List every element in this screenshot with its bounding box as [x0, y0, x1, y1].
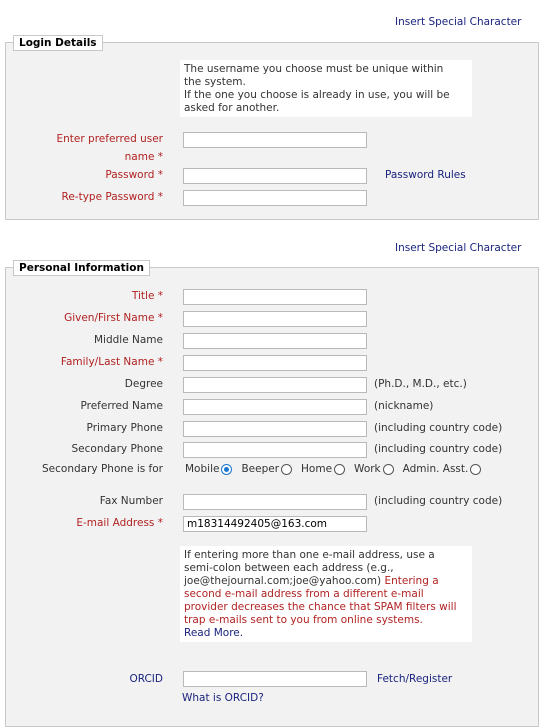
secondary-phone-hint: (including country code)	[374, 443, 503, 455]
title-input[interactable]	[183, 289, 367, 305]
secondary-phone-input[interactable]	[183, 442, 367, 458]
username-label-line2: name *	[124, 151, 163, 163]
username-label-line1: Enter preferred user	[56, 133, 163, 145]
radio-unselected-icon[interactable]	[383, 464, 394, 475]
primary-phone-hint: (including country code)	[374, 422, 503, 434]
email-warning: Entering a	[381, 575, 439, 587]
secondary-phone-for-label: Secondary Phone is for	[42, 463, 163, 475]
insert-special-character-link[interactable]: Insert Special Character	[395, 16, 522, 28]
preferred-name-input[interactable]	[183, 399, 367, 415]
what-is-orcid-link[interactable]: What is ORCID?	[182, 692, 264, 704]
retype-password-input[interactable]	[183, 190, 367, 206]
orcid-label: ORCID	[129, 673, 163, 685]
degree-label: Degree	[124, 378, 163, 390]
password-label: Password *	[105, 169, 163, 181]
degree-hint: (Ph.D., M.D., etc.)	[374, 378, 467, 390]
radio-home[interactable]	[301, 463, 345, 475]
primary-phone-label: Primary Phone	[86, 422, 163, 434]
preferred-name-label: Preferred Name	[80, 400, 163, 412]
email-note	[180, 546, 472, 642]
password-input[interactable]	[183, 168, 367, 184]
given-name-label: Given/First Name *	[64, 312, 163, 324]
preferred-name-hint: (nickname)	[374, 400, 434, 412]
personal-information-legend: Personal Information	[13, 260, 150, 276]
username-note-line: the system.	[184, 76, 246, 88]
radio-work[interactable]	[354, 463, 394, 475]
password-rules-link[interactable]: Password Rules	[385, 169, 466, 181]
given-name-input[interactable]	[183, 311, 367, 327]
read-more-link[interactable]: Read More.	[184, 627, 244, 639]
radio-unselected-icon[interactable]	[334, 464, 345, 475]
secondary-phone-label: Secondary Phone	[71, 443, 163, 455]
family-name-input[interactable]	[183, 355, 367, 371]
radio-label: Beeper	[241, 463, 280, 475]
fax-label: Fax Number	[99, 495, 163, 507]
email-note-line: If entering more than one e-mail address, use a	[184, 549, 435, 561]
email-note-line	[184, 575, 468, 588]
radio-beeper[interactable]	[241, 463, 292, 475]
family-name-label: Family/Last Name *	[60, 356, 163, 368]
radio-unselected-icon[interactable]	[470, 464, 481, 475]
radio-label: Mobile	[185, 463, 220, 475]
login-details-legend: Login Details	[13, 35, 103, 51]
username-note-line: asked for another.	[184, 102, 280, 114]
orcid-input[interactable]	[183, 671, 367, 687]
email-input[interactable]	[183, 516, 367, 532]
middle-name-input[interactable]	[183, 333, 367, 349]
email-example: joe@thejournal.com;joe@yahoo.com)	[184, 575, 382, 587]
secondary-phone-type-group	[185, 460, 490, 478]
email-label: E-mail Address *	[76, 517, 163, 529]
radio-label: Home	[301, 463, 333, 475]
username-note-line: The username you choose must be unique within	[184, 63, 444, 75]
username-note	[180, 60, 472, 117]
email-warning-line: trap e-mails sent to you from online systems.	[184, 614, 423, 626]
fax-hint: (including country code)	[374, 495, 503, 507]
radio-selected-icon[interactable]	[221, 464, 232, 475]
insert-special-character-link[interactable]: Insert Special Character	[395, 242, 522, 254]
email-note-line: semi-colon between each address (e.g.,	[184, 562, 394, 574]
degree-input[interactable]	[183, 377, 367, 393]
radio-unselected-icon[interactable]	[281, 464, 292, 475]
radio-admin-asst[interactable]	[403, 463, 482, 475]
retype-password-label: Re-type Password *	[61, 191, 163, 203]
primary-phone-input[interactable]	[183, 421, 367, 437]
radio-label: Admin. Asst.	[402, 463, 469, 475]
orcid-fetch-register-link[interactable]: Fetch/Register	[377, 673, 453, 685]
radio-label: Work	[354, 463, 381, 475]
middle-name-label: Middle Name	[94, 334, 163, 346]
username-input[interactable]	[183, 132, 367, 148]
radio-mobile[interactable]	[185, 463, 232, 475]
email-warning-line: provider decreases the chance that SPAM filters will	[184, 601, 457, 613]
title-label: Title *	[131, 290, 163, 302]
username-note-line: If the one you choose is already in use, you will be	[184, 89, 450, 101]
fax-input[interactable]	[183, 494, 367, 510]
email-warning-line: second e-mail address from a different e-mail	[184, 588, 424, 600]
